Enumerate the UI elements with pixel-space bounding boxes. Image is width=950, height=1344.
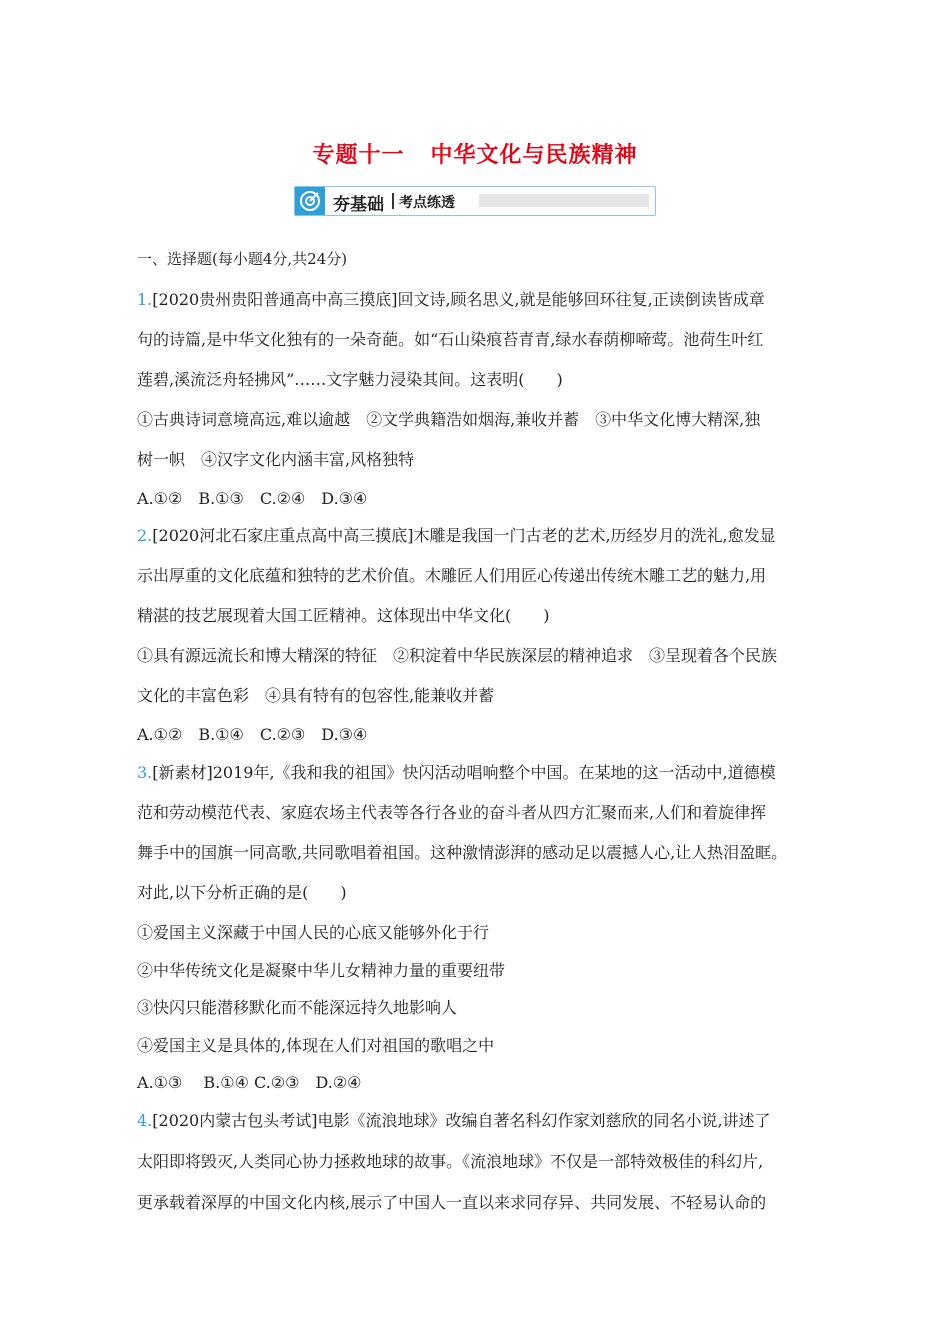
question-1-statements-line-1: ①古典诗词意境高远,难以逾越 ②文学典籍浩如烟海,兼收并蓄 ③中华文化博大精深,独 — [137, 410, 761, 429]
banner-bar — [479, 194, 649, 207]
question-number: 4. — [137, 1111, 153, 1130]
question-number: 3. — [137, 763, 153, 782]
question-3-line-4: 对此,以下分析正确的是( ) — [137, 883, 347, 902]
question-text: [2020内蒙古包头考试]电影《流浪地球》改编自著名科幻作家刘慈欣的同名小说,讲述了 — [152, 1111, 771, 1130]
question-number: 1. — [137, 290, 153, 309]
question-2-statements-line-2: 文化的丰富色彩 ④具有特有的包容性,能兼收并蓄 — [137, 686, 495, 705]
section-banner — [294, 186, 656, 216]
question-text: [新素材]2019年,《我和我的祖国》快闪活动唱响整个中国。在某地的这一活动中,道德模 — [152, 763, 776, 782]
question-1-line-1 — [137, 287, 765, 310]
question-2-line-3: 精湛的技艺展现着大国工匠精神。这体现出中华文化( ) — [137, 606, 550, 625]
question-3-statement-2: ②中华传统文化是凝聚中华儿女精神力量的重要纽带 — [137, 961, 506, 980]
banner-sub-label: 考点练透 — [399, 195, 455, 211]
question-1-statements-line-2: 树一帜 ④汉字文化内涵丰富,风格独特 — [137, 450, 415, 469]
question-3-statement-3: ③快闪只能潜移默化而不能深远持久地影响人 — [137, 998, 458, 1017]
question-2-line-2: 示出厚重的文化底蕴和独特的艺术价值。木雕匠人们用匠心传递出传统木雕工艺的魅力,用 — [137, 566, 767, 585]
question-2-statements-line-1: ①具有源远流长和博大精深的特征 ②积淀着中华民族深层的精神追求 ③呈现着各个民族 — [137, 646, 778, 665]
question-4-line-1 — [137, 1108, 771, 1131]
question-4-line-3: 更承载着深厚的中国文化内核,展示了中国人一直以来求同存异、共同发展、不轻易认命的 — [137, 1193, 767, 1212]
question-3-statement-1: ①爱国主义深藏于中国人民的心底又能够外化于行 — [137, 923, 490, 942]
question-4-line-2: 太阳即将毁灭,人类同心协力拯救地球的故事。《流浪地球》不仅是一部特效极佳的科幻片, — [137, 1152, 764, 1171]
title-topic: 专题十一 — [312, 143, 405, 168]
question-text: [2020贵州贵阳普通高中高三摸底]回文诗,顾名思义,就是能够回环往复,正读倒读皆成章 — [152, 290, 765, 309]
question-3-line-1 — [137, 760, 776, 783]
target-icon — [295, 187, 325, 215]
question-3-options: A.①③ B.①④ C.②③ D.②④ — [137, 1073, 362, 1092]
question-1-line-3: 莲碧,溪流泛舟轻拂风”……文字魅力浸染其间。这表明( ) — [137, 370, 563, 389]
question-number: 2. — [137, 526, 153, 545]
banner-divider — [392, 193, 394, 209]
title-subject: 中华文化与民族精神 — [430, 143, 638, 168]
question-3-line-2: 范和劳动模范代表、家庭农场主代表等各行各业的奋斗者从四方汇聚而来,人们和着旋律挥 — [137, 803, 767, 822]
question-1-line-2: 句的诗篇,是中华文化独有的一朵奇葩。如“石山染痕苔青青,绿水春荫柳啼莺。池荷生叶红 — [137, 330, 764, 349]
question-1-options: A.①② B.①③ C.②④ D.③④ — [137, 489, 368, 508]
page-title — [0, 138, 950, 169]
question-2-line-1 — [137, 523, 776, 546]
section-heading: 一、选择题(每小题4分,共24分) — [137, 250, 348, 268]
question-3-statement-4: ④爱国主义是具体的,体现在人们对祖国的歌唱之中 — [137, 1036, 495, 1055]
question-2-options: A.①② B.①④ C.②③ D.③④ — [137, 725, 368, 744]
banner-main-label: 夯基础 — [333, 195, 384, 215]
question-3-line-3: 舞手中的国旗一同高歌,共同歌唱着祖国。这种激情澎湃的感动足以震撼人心,让人热泪盈眶。 — [137, 843, 788, 862]
question-text: [2020河北石家庄重点高中高三摸底]木雕是我国一门古老的艺术,历经岁月的洗礼,愈发显 — [152, 526, 776, 545]
